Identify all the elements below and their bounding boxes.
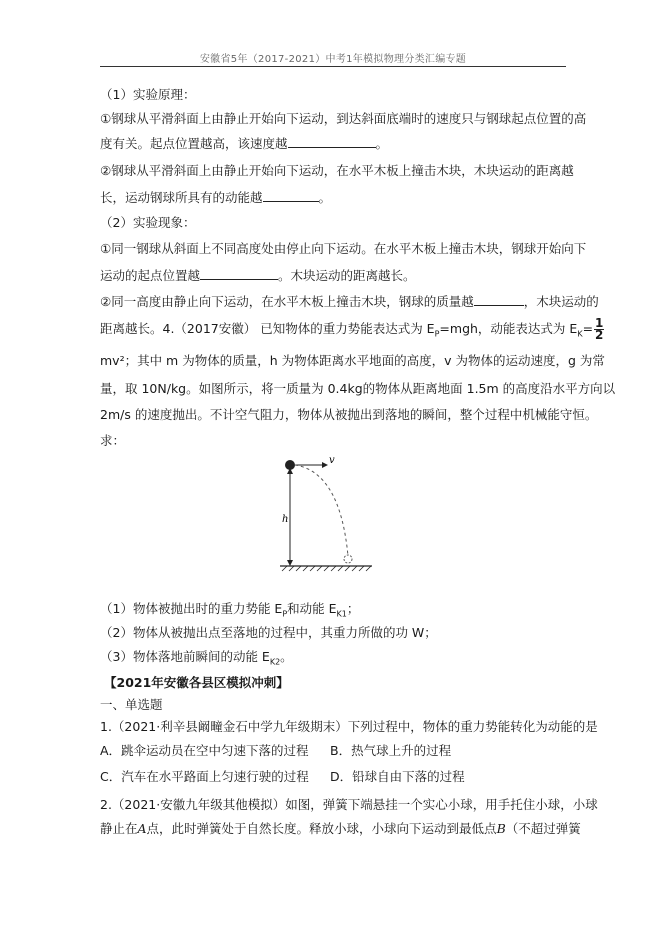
q1-option-b[interactable]: B．热气球上升的过程	[330, 743, 452, 758]
s1-p1-line1: ①钢球从平滑斜面上由静止开始向下运动，到达斜面底端时的速度只与钢球起点位置的高	[100, 111, 587, 126]
q4-line4: 2m/s 的速度抛出。不计空气阻力，物体从被抛出到落地的瞬间，整个过程中机械能守恒。	[100, 407, 598, 422]
page-header: 安徽省5年（2017-2021）中考1年模拟物理分类汇编专题	[199, 54, 467, 65]
q1-option-d[interactable]: D．铅球自由下落的过程	[330, 769, 465, 784]
q4-line2: mv²；其中 m 为物体的质量，h 为物体距离水平地面的高度，v 为物体的运动速度，g 为常	[100, 353, 605, 368]
q4-sub-question-2: （2）物体从被抛出点至落地的过程中，其重力所做的功 W；	[100, 625, 437, 640]
answer-blank[interactable]	[263, 188, 319, 202]
s1-p2-line1: ②钢球从平滑斜面上由静止开始向下运动，在水平木板上撞击木块，木块运动的距离越	[100, 163, 574, 178]
s1-title: （1）实验原理：	[100, 87, 196, 102]
height-label: h	[282, 514, 289, 525]
s2-p1-line1: ①同一钢球从斜面上不同高度处由停止向下运动。在水平木板上撞击木块，钢球开始向下	[100, 241, 587, 256]
s2-p1-line2: 运动的起点位置越 。木块运动的距离越长。	[100, 268, 416, 283]
q1-option-c[interactable]: C．汽车在水平路面上匀速行驶的过程	[100, 769, 309, 784]
s2-p2-line1: ②同一高度由静止向下运动，在水平木板上撞击木块，钢球的质量越 ，木块运动的	[100, 294, 599, 309]
velocity-arrow	[322, 462, 328, 468]
q2-line1: 2.（2021·安徽九年级其他模拟）如图，弹簧下端悬挂一个实心小球，用手托住小球，小球	[100, 797, 598, 812]
q1-option-a[interactable]: A．跳伞运动员在空中匀速下落的过程	[100, 743, 309, 758]
trajectory-curve	[295, 465, 348, 556]
q4-sub-question-1: （1）物体被抛出时的重力势能 $E_P$和动能 $E_{K1}$；	[100, 601, 360, 619]
section-title: 【2021年安徽各县区模拟冲刺】	[104, 675, 289, 690]
fraction-one-half: $\frac{1}{2}$	[595, 316, 604, 342]
q1-stem: 1.（2021·利辛县阚疃金石中学九年级期末）下列过程中，物体的重力势能转化为动能的是	[100, 719, 598, 734]
header-rule	[100, 66, 566, 67]
projectile-figure	[270, 452, 380, 582]
ball-icon	[285, 460, 295, 470]
answer-blank[interactable]	[474, 292, 524, 306]
s1-p1-line2: 度有关。起点位置越高，该速度越 。	[100, 136, 389, 151]
q2-line2: 静止在A点，此时弹簧处于自然长度。释放小球，小球向下运动到最低点B（不超过弹簧	[100, 821, 581, 836]
q4-line3: 量，取 10N/kg。如图所示，将一质量为 0.4kg的物体从距离地面 1.5m 的高度沿水平方向以	[100, 381, 616, 396]
answer-blank[interactable]	[200, 266, 278, 280]
landing-ball-icon	[344, 555, 352, 563]
section-subtitle: 一、单选题	[100, 697, 163, 712]
s2-title: （2）实验现象：	[100, 215, 196, 230]
q4-sub-question-3: （3）物体落地前瞬间的动能 $E_{K2}$。	[100, 649, 293, 667]
height-arrow-down	[287, 560, 293, 566]
q4-line5: 求：	[100, 433, 126, 448]
ground-hatching	[282, 566, 371, 571]
velocity-label: v	[329, 455, 335, 466]
answer-blank[interactable]	[288, 134, 376, 148]
s1-p2-line2: 长，运动钢球所具有的动能越 。	[100, 190, 332, 205]
q4-line1: 距离越长。4.（2017安徽） 已知物体的重力势能表达式为 $E_P=mgh$，动能表达式为 $E_K=$ $\frac{1}{2}$	[100, 316, 604, 342]
